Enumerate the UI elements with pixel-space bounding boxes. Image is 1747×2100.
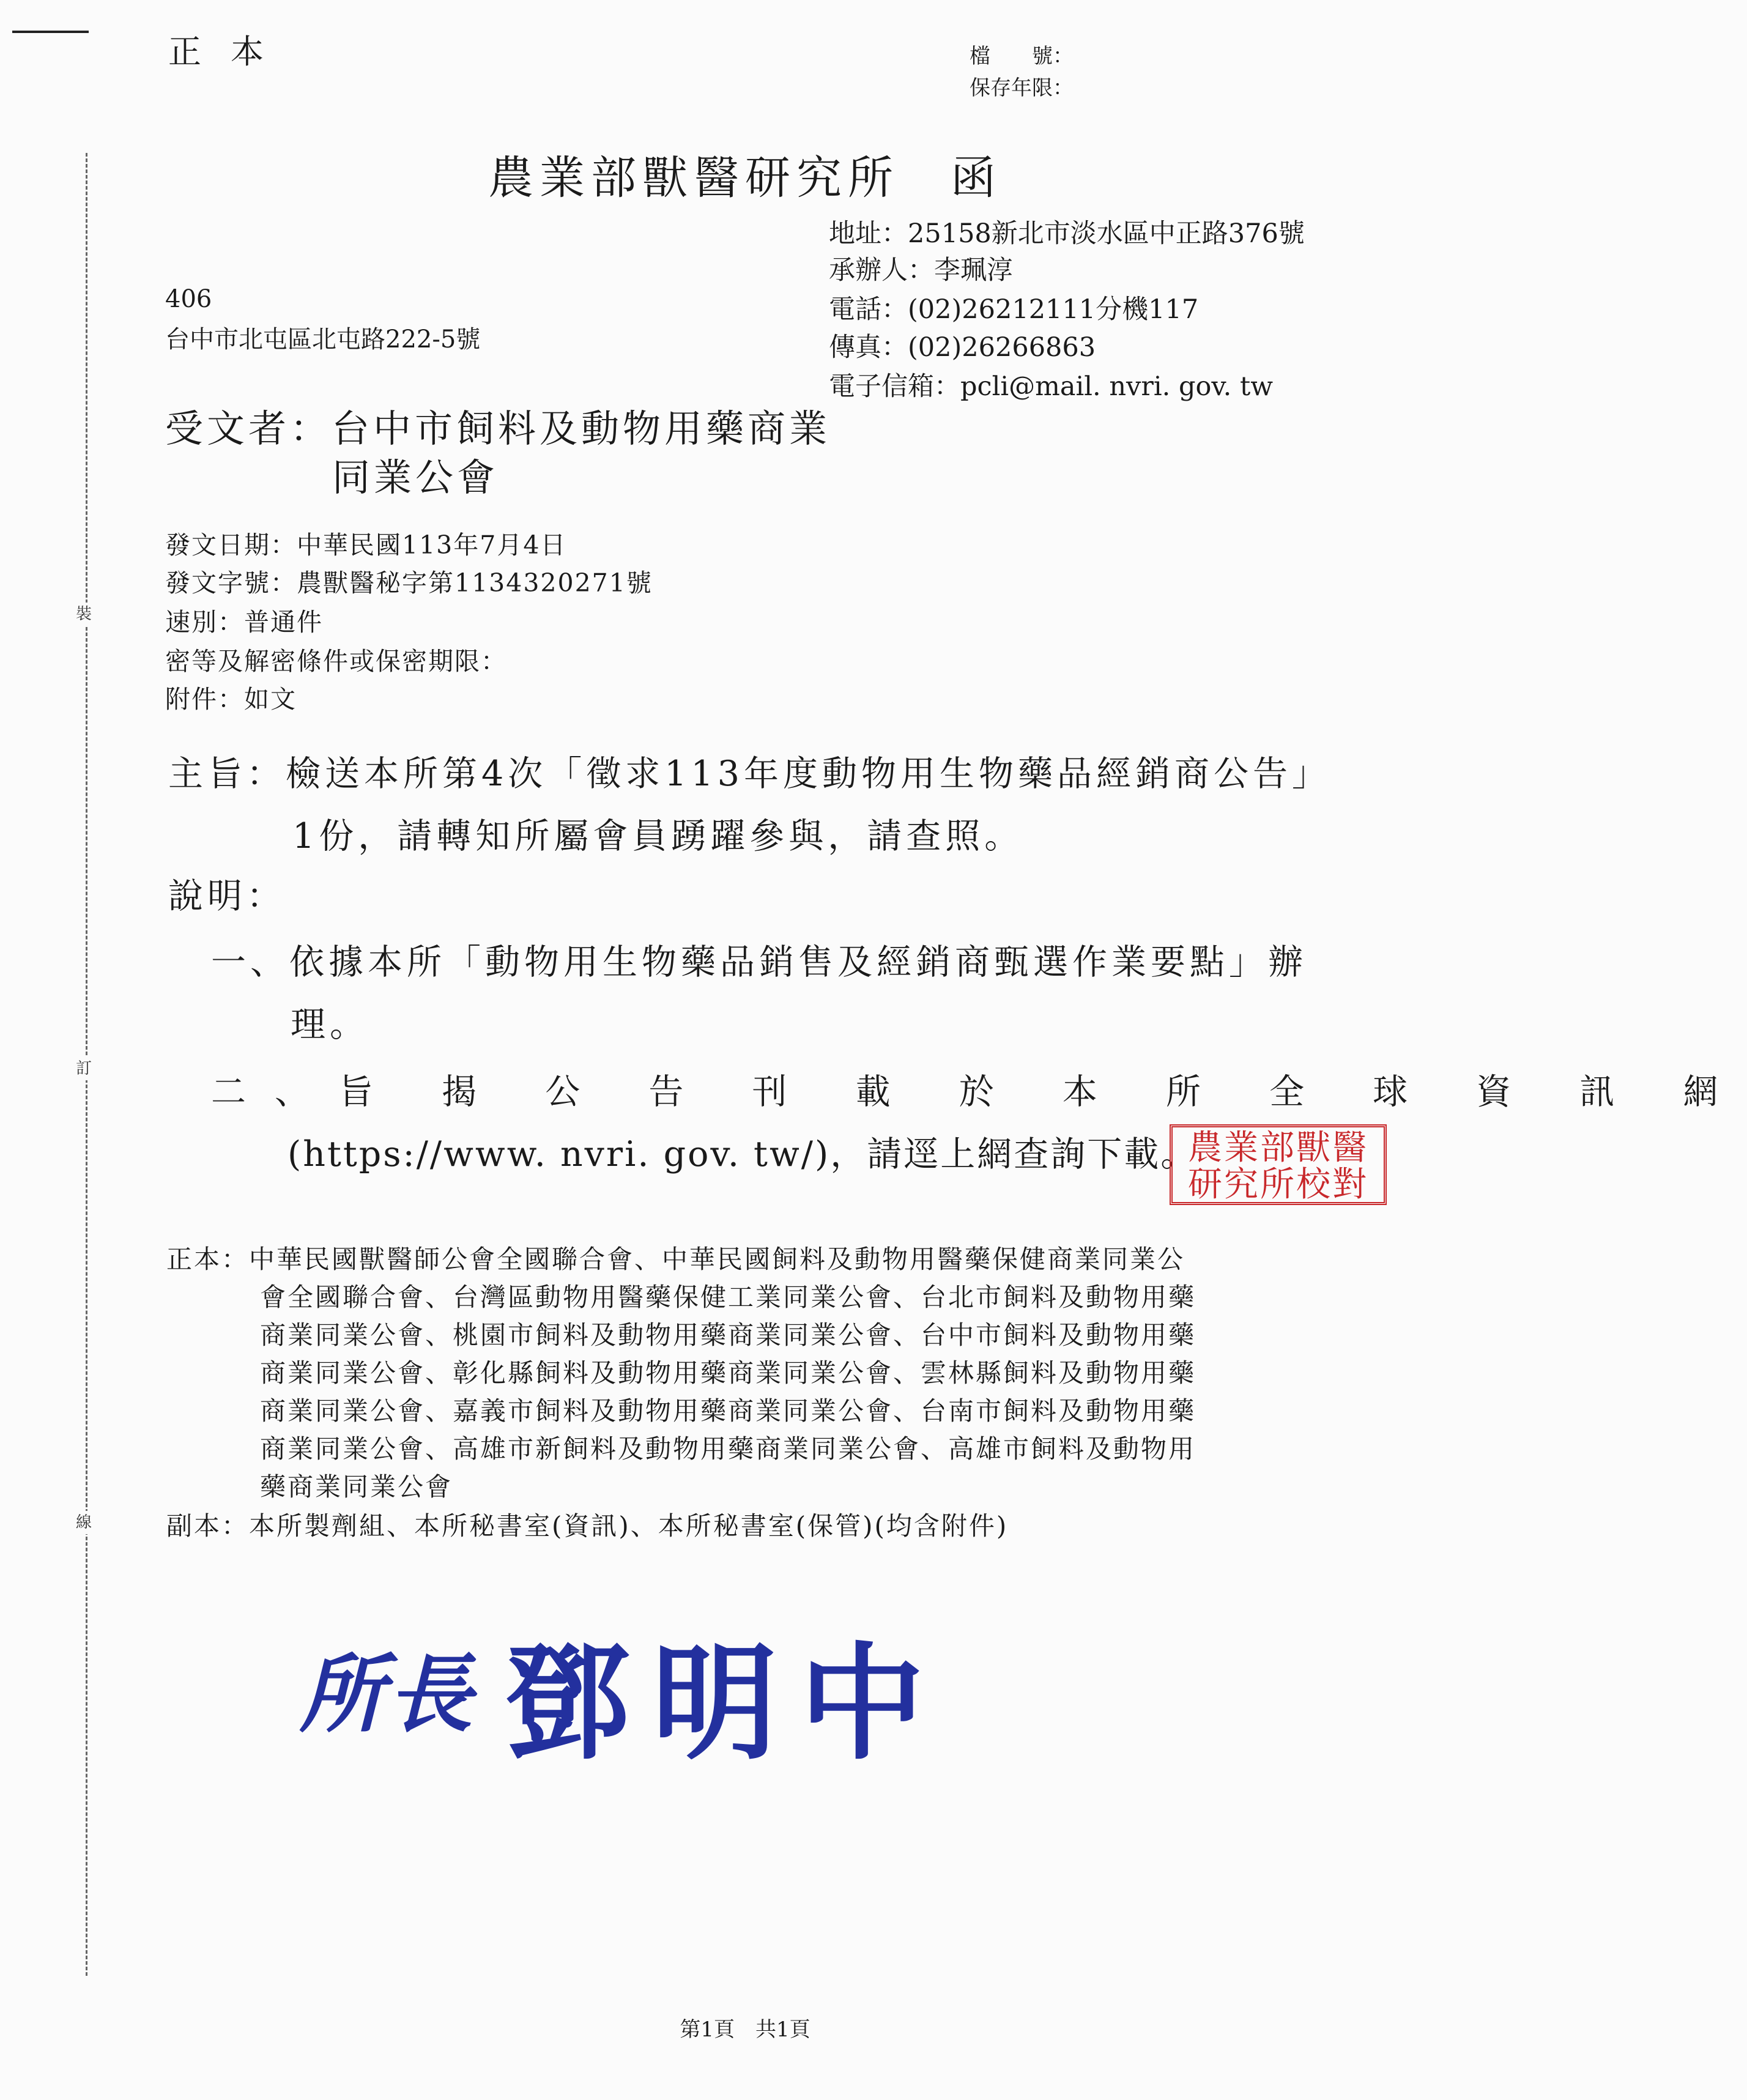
sender-contact: 承辦人：李珮淳 (829, 255, 1013, 286)
original-recipients-line-2: 會全國聯合會、台灣區動物用醫藥保健工業同業公會、台北市飼料及動物用藥 (260, 1282, 1196, 1312)
explanation-item-2-line-1: 二、旨 揭 公 告 刊 載 於 本 所 全 球 資 訊 網 (211, 1072, 1747, 1112)
copy-recipients: 副本：本所製劑組、本所秘書室(資訊)、本所秘書室(保管)(均含附件) (166, 1511, 1009, 1541)
proofreading-seal (1170, 1124, 1387, 1205)
document-title: 農業部獸醫研究所 函 (488, 152, 1002, 204)
sender-email: 電子信箱：pcli@mail. nvri. gov. tw (829, 371, 1274, 402)
subject-line-2: 1份，請轉知所屬會員踴躍參與，請查照。 (292, 816, 1024, 856)
sender-address: 地址：25158新北市淡水區中正路376號 (829, 218, 1305, 249)
delivery-speed: 速別：普通件 (165, 607, 323, 637)
page-number: 第1頁 共1頁 (680, 2017, 810, 2042)
file-number-label: 檔 號： (970, 44, 1074, 69)
binding-mark-xian: 線 (76, 1511, 92, 1534)
retention-label: 保存年限： (970, 76, 1074, 100)
explanation-label: 說明： (168, 876, 286, 916)
seal-line-1: 農業部獸醫 (1188, 1128, 1368, 1168)
sender-fax: 傳真：(02)26266863 (829, 332, 1096, 363)
original-recipients-line-4: 商業同業公會、彰化縣飼料及動物用藥商業同業公會、雲林縣飼料及動物用藥 (260, 1358, 1196, 1388)
copy-label: 正本 (168, 32, 293, 71)
original-recipients-line-5: 商業同業公會、嘉義市飼料及動物用藥商業同業公會、台南市飼料及動物用藥 (260, 1396, 1196, 1426)
signature-name: 鄧明中 (505, 1630, 947, 1777)
sender-phone: 電話：(02)26212111分機117 (829, 294, 1199, 325)
signature-title: 所長 (300, 1644, 477, 1744)
binding-mark-ding: 訂 (76, 1057, 92, 1080)
original-recipients-line-1: 正本：中華民國獸醫師公會全國聯合會、中華民國飼料及動物用醫藥保健商業同業公 (166, 1244, 1185, 1274)
receiver-line-2: 同業公會 (332, 455, 499, 500)
receiver-line-1: 受文者：台中市飼料及動物用藥商業 (165, 406, 831, 451)
recipient-postal-code: 406 (165, 285, 212, 313)
attachment: 附件：如文 (165, 685, 297, 714)
original-recipients-line-3: 商業同業公會、桃園市飼料及動物用藥商業同業公會、台中市飼料及動物用藥 (260, 1320, 1196, 1350)
explanation-item-1-line-1: 一、依據本所「動物用生物藥品銷售及經銷商甄選作業要點」辦 (211, 942, 1307, 982)
recipient-street: 台中市北屯區北屯路222-5號 (165, 325, 481, 354)
confidentiality: 密等及解密條件或保密期限： (165, 647, 507, 676)
subject-line-1: 主旨：檢送本所第4次「徵求113年度動物用生物藥品經銷商公告」 (168, 754, 1332, 794)
issue-number: 發文字號：農獸醫秘字第1134320271號 (165, 568, 653, 598)
binding-mark-zhuang: 裝 (76, 603, 92, 626)
corner-rule (12, 31, 89, 33)
original-recipients-line-6: 商業同業公會、高雄市新飼料及動物用藥商業同業公會、高雄市飼料及動物用 (260, 1434, 1196, 1464)
explanation-item-2-line-2: (https://www. nvri. gov. tw/)，請逕上網查詢下載。 (287, 1134, 1198, 1174)
original-recipients-line-7: 藥商業同業公會 (260, 1472, 453, 1502)
issue-date: 發文日期：中華民國113年7月4日 (165, 530, 567, 560)
seal-line-2: 研究所校對 (1188, 1165, 1368, 1204)
explanation-item-1-line-2: 理。 (291, 1004, 369, 1045)
